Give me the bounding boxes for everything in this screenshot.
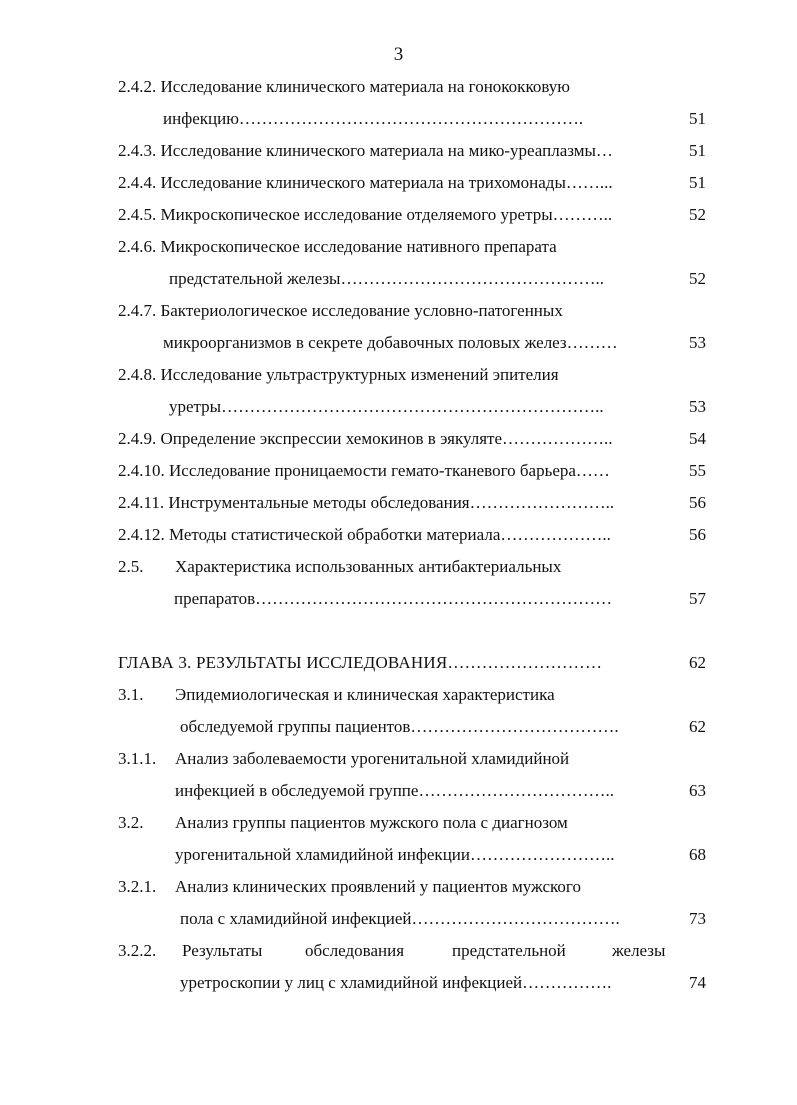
toc-entry-3-2-2-word3: предстательной [452,941,566,960]
toc-entry-3-2: Анализ группы пациентов мужского пола с диагнозом [175,813,568,832]
toc-entry-3-2-1: Анализ клинических проявлений у пациентов мужского [175,877,581,896]
toc-entry-3-2-cont: урогенитальной хламидийной инфекции…………………….. [175,845,615,864]
toc-entry-3-2-1-cont: пола с хламидийной инфекцией………………………………. [180,909,620,928]
toc-entry-3-1-1: Анализ заболеваемости урогенитальной хламидийной [175,749,570,768]
toc-entry-2-4-6: 2.4.6. Микроскопическое исследование нативного препарата [118,237,557,256]
toc-entry-2-4-8: 2.4.8. Исследование ультраструктурных изменений эпителия [118,365,559,384]
toc-entry-2-4-6-cont: предстательной железы……………………………………….. [169,269,604,288]
toc-chapter-3: ГЛАВА 3. РЕЗУЛЬТАТЫ ИССЛЕДОВАНИЯ……………………… [118,653,603,672]
toc-page-2-5: 57 [689,589,706,608]
toc-entry-2-5-cont: препаратов……………………………………………………… [174,589,613,608]
toc-num-3-1-1: 3.1.1. [118,749,157,768]
toc-entry-2-4-2-cont: инфекцию……………………………………………………. [163,109,584,128]
toc-entry-2-4-5: 2.4.5. Микроскопическое исследование отделяемого уретры……….. [118,205,613,224]
toc-num-3-2: 3.2. [118,813,144,832]
toc-entry-3-2-2-word2: обследования [305,941,405,960]
toc-num-3-2-1: 3.2.1. [118,877,157,896]
toc-entry-2-4-7-cont: микроорганизмов в секрете добавочных половых желез……… [163,333,618,352]
toc-entry-3-1-cont: обследуемой группы пациентов………………………………. [180,717,619,736]
toc-entry-3-2-2-word4: железы [612,941,666,960]
toc-page-2-4-5: 52 [689,205,706,224]
toc-page-2-4-4: 51 [689,173,706,192]
page-number: 3 [393,44,404,65]
toc-page-2-4-7: 53 [689,333,706,352]
toc-page-3-2: 68 [689,845,706,864]
toc-entry-2-4-10: 2.4.10. Исследование проницаемости гемато-тканевого барьера…… [118,461,610,480]
toc-entry-3-2-2-word1: Результаты [182,941,263,960]
toc-page-2-4-9: 54 [689,429,706,448]
toc-entry-3-1-1-cont: инфекцией в обследуемой группе…………………………….. [175,781,614,800]
toc-page-2-4-10: 55 [689,461,706,480]
toc-entry-2-4-12: 2.4.12. Методы статистической обработки материала……………….. [118,525,611,544]
toc-num-2-5: 2.5. [118,557,144,576]
toc-num-3-2-2: 3.2.2. [118,941,157,960]
toc-entry-2-4-11: 2.4.11. Инструментальные методы обследования…………………….. [118,493,615,512]
toc-entry-2-4-8-cont: уретры………………………………………………………….. [169,397,604,416]
toc-entry-2-4-4: 2.4.4. Исследование клинического материала на трихомонады……... [118,173,613,192]
toc-page-2-4-2: 51 [689,109,706,128]
toc-entry-2-4-9: 2.4.9. Определение экспрессии хемокинов в эякуляте……………….. [118,429,613,448]
toc-page-2-4-3: 51 [689,141,706,160]
toc-entry-2-4-3: 2.4.3. Исследование клинического материала на мико-уреаплазмы… [118,141,613,160]
toc-num-3-1: 3.1. [118,685,144,704]
toc-entry-3-2-2-cont: уретроскопии у лиц с хламидийной инфекцией……………. [180,973,612,992]
toc-page-2-4-12: 56 [689,525,706,544]
toc-entry-2-4-7: 2.4.7. Бактериологическое исследование условно-патогенных [118,301,563,320]
toc-page-3-1-1: 63 [689,781,706,800]
toc-page-3-1: 62 [689,717,706,736]
toc-entry-2-4-2: 2.4.2. Исследование клинического материала на гонококковую [118,77,570,96]
toc-entry-2-5: Характеристика использованных антибактериальных [175,557,562,576]
toc-page-2-4-11: 56 [689,493,706,512]
toc-page-2-4-8: 53 [689,397,706,416]
toc-entry-3-1: Эпидемиологическая и клиническая характеристика [175,685,555,704]
toc-page-3-2-2: 74 [689,973,706,992]
toc-page-chapter-3: 62 [689,653,706,672]
toc-page-3-2-1: 73 [689,909,706,928]
toc-page-2-4-6: 52 [689,269,706,288]
